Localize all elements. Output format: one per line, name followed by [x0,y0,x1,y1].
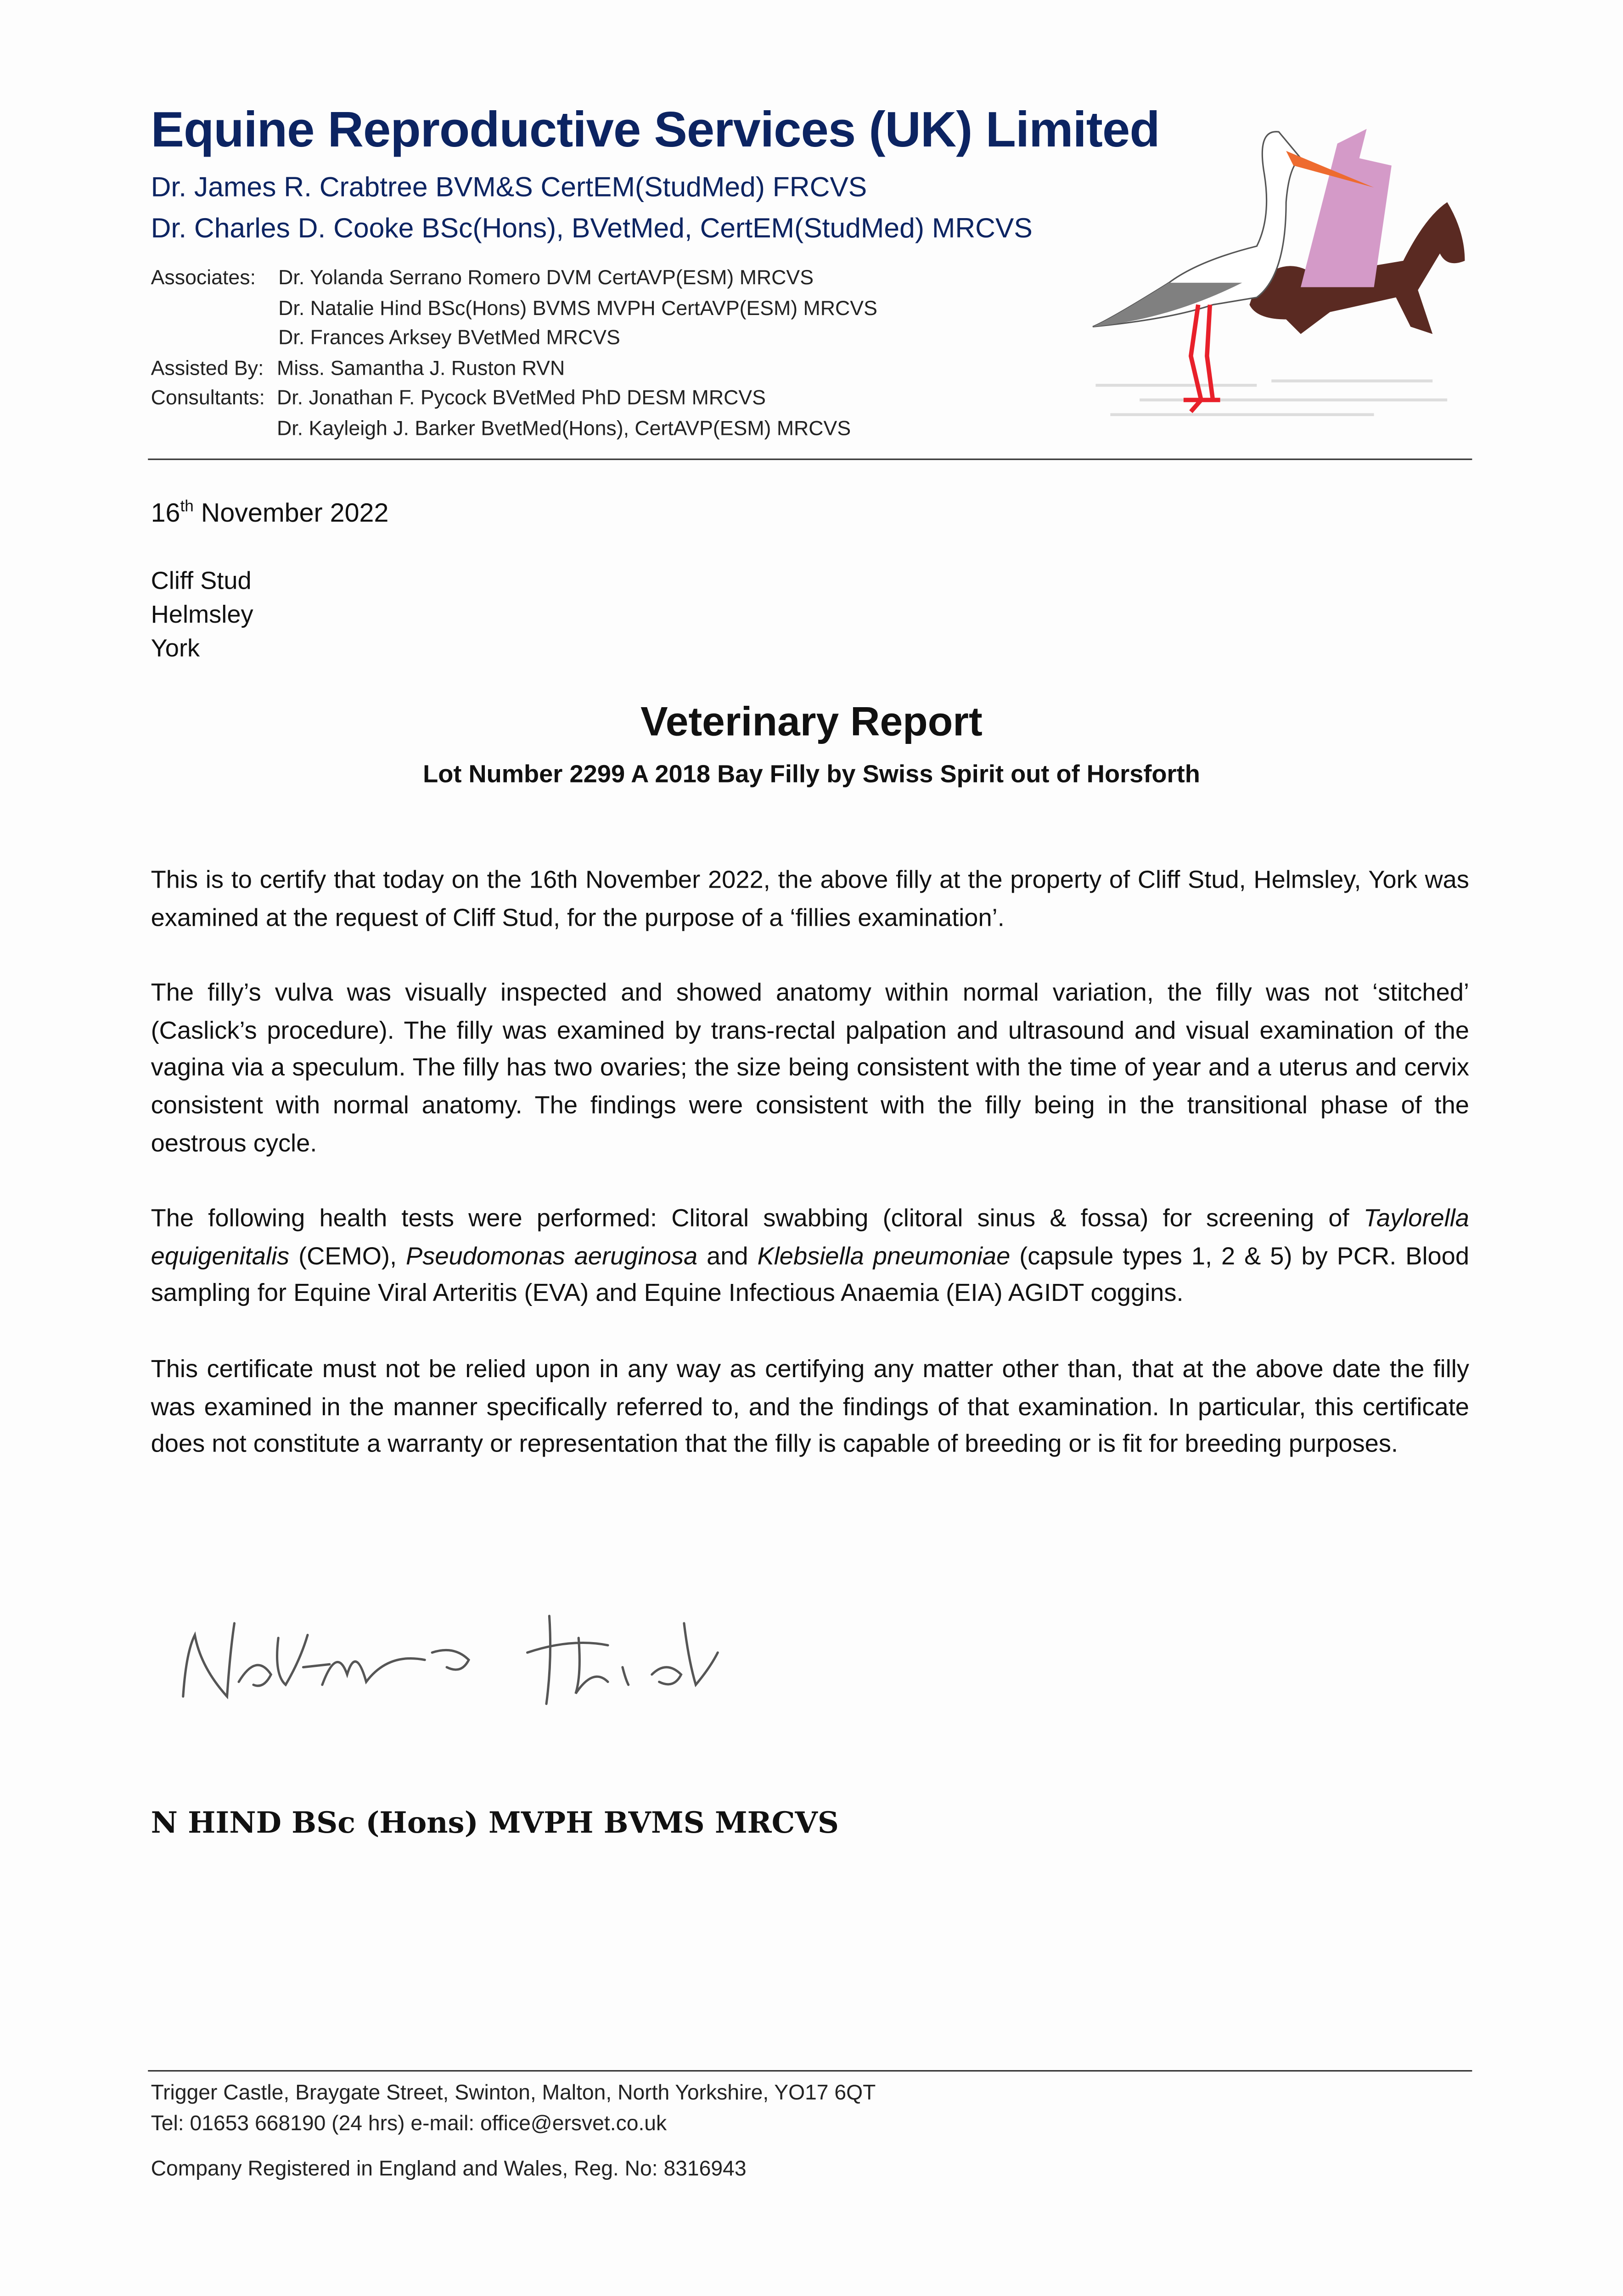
associates-label: Associates: [151,265,256,289]
signatory-name: N HIND BSc (Hons) MVPH BVMS MRCVS [151,1805,839,1840]
date-rest: November 2022 [193,498,389,528]
handwritten-signature [168,1594,740,1718]
date-suffix: th [180,498,194,516]
assisted-name: Miss. Samantha J. Ruston RVN [276,356,565,380]
consultant-2: Dr. Kayleigh J. Barker BvetMed(Hons), CertAVP(ESM) MRCVS [276,416,851,440]
associate-1: Dr. Yolanda Serrano Romero DVM CertAVP(ESM) MRCVS [278,265,814,289]
paragraph-4: This certificate must not be relied upon in any way as certifying any matter other than, that at the above date the filly was examined in the manner specifically referred to, and the findings of that examination. In particular, this certificate does not constitute a warranty or representation that the filly is capable of breeding or is fit for breeding purposes. [151,1355,1469,1458]
p3-text: and [697,1242,758,1270]
address-line-1: Cliff Stud [151,567,252,595]
report-subtitle: Lot Number 2299 A 2018 Bay Filly by Swiss Spirit out of Horsforth [423,760,1200,788]
footer-divider [148,2070,1472,2071]
principal-1: Dr. James R. Crabtree BVM&S CertEM(StudMed) FRCVS [151,173,867,204]
address-line-3: York [151,634,200,663]
date-day: 16 [151,498,180,528]
p3-text: The following health tests were performed: Clitoral swabbing (clitoral sinus & fossa) for screening of [151,1204,1364,1232]
p3-organism-1: Taylorella equigenitalis [151,1204,1469,1270]
footer-registration: Company Registered in England and Wales, Reg. No: 8316943 [151,2158,747,2182]
header-divider [148,459,1472,460]
stork-foal-logo [1081,114,1477,437]
associate-2: Dr. Natalie Hind BSc(Hons) BVMS MVPH CertAVP(ESM) MRCVS [278,296,877,320]
p3-organism-3: Klebsiella pneumoniae [757,1242,1011,1270]
letter-date [151,498,389,529]
principal-2: Dr. Charles D. Cooke BSc(Hons), BVetMed, CertEM(StudMed) MRCVS [151,214,1033,245]
company-name: Equine Reproductive Services (UK) Limited [151,102,1160,158]
footer-address: Trigger Castle, Braygate Street, Swinton, Malton, North Yorkshire, YO17 6QT [151,2082,876,2105]
p3-organism-2: Pseudomonas aeruginosa [406,1242,698,1270]
p3-text: (CEMO), [289,1242,406,1270]
paragraph-3 [151,1200,1469,1313]
consultant-1: Dr. Jonathan F. Pycock BVetMed PhD DESM MRCVS [276,385,766,409]
paragraph-1: This is to certify that today on the 16th November 2022, the above filly at the property of Cliff Stud, Helmsley, York was examined at the request of Cliff Stud, for the purpose of a ‘fillies examination’. [151,866,1469,932]
address-line-2: Helmsley [151,601,253,629]
assisted-label: Assisted By: [151,356,264,380]
footer-contact: Tel: 01653 668190 (24 hrs) e-mail: office@ersvet.co.uk [151,2112,667,2136]
paragraph-2: The filly’s vulva was visually inspected and showed anatomy within normal variation, the filly was not ‘stitched’ (Caslick’s procedure). The filly was examined by trans-rectal palpation and ultrasound and visual examination of the vagina via a speculum. The filly has two ovaries; the size being consistent with the time of year and a uterus and cervix consistent with normal anatomy. The findings were consistent with the filly being in the transitional phase of the oestrous cycle. [151,979,1469,1157]
associate-3: Dr. Frances Arksey BVetMed MRCVS [278,325,620,349]
report-title: Veterinary Report [640,698,983,744]
p3-text: (capsule types 1, 2 & 5) by PCR. Blood sampling for Equine Viral Arteritis (EVA) and Equine Infectious Anaemia (EIA) AGIDT coggins. [151,1242,1470,1308]
consultants-label: Consultants: [151,385,265,409]
